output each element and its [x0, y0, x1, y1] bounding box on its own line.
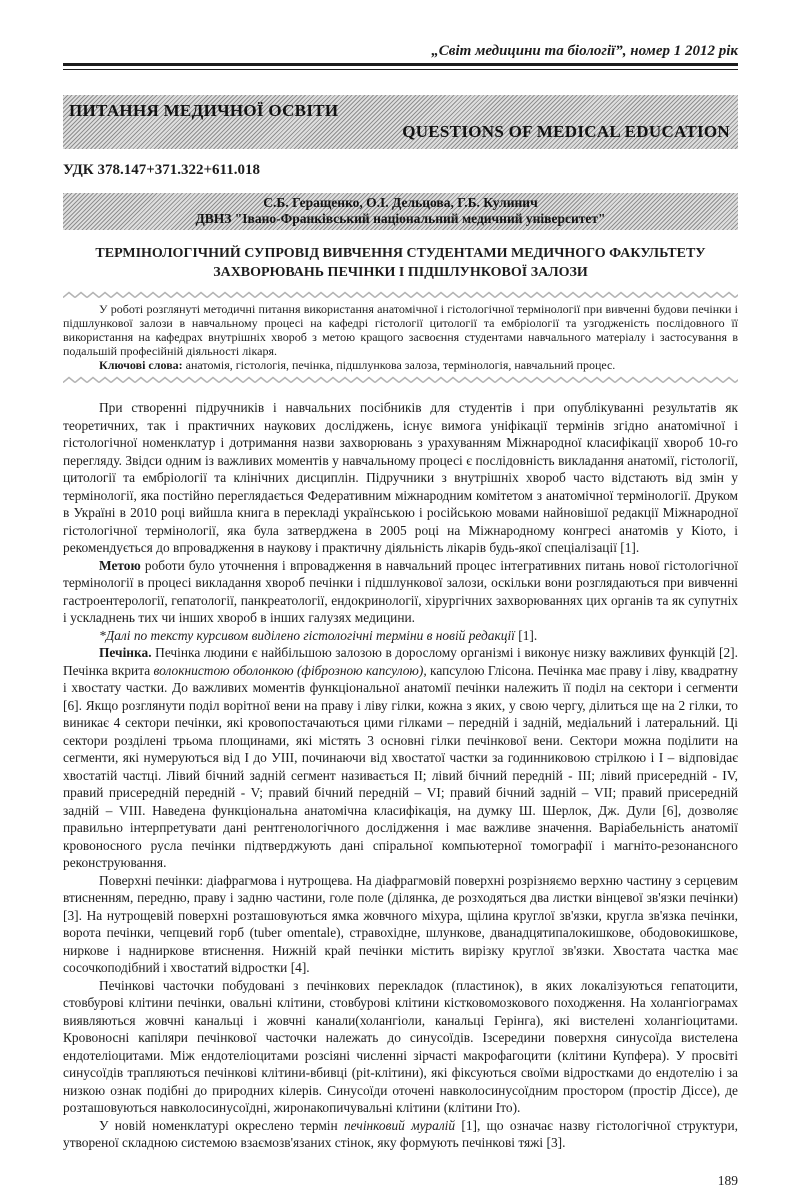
abstract-text: [63, 299, 738, 376]
section-title-ua: ПИТАННЯ МЕДИЧНОЇ ОСВІТИ: [69, 101, 339, 120]
paragraph: [63, 977, 738, 1117]
journal-running-head: „Світ медицини та біології”, номер 1 2012 рік: [431, 43, 738, 59]
authors-names: С.Б. Геращенко, О.І. Дельцова, Г.Б. Кулинич: [263, 195, 538, 210]
paragraph: [63, 302, 738, 358]
text-segment: У роботі розглянуті методичні питання використання анатомічної і гістологічної термінології при вивченні будови печінки і підшлункової залози в навчальному процесі на кафедрі гістології цитології та ембріології та узгодженість послідовного її використання на кафедрах внутрішніх хвороб з метою кращого засвоєння студентами навчального матеріалу і застосування в подальшій професійній діяльності лікаря.: [63, 302, 738, 358]
text-segment: печінковий муралій: [343, 1117, 456, 1133]
udk-code: УДК 378.147+371.322+611.018: [63, 162, 260, 178]
text-segment: Метою: [99, 557, 141, 573]
text-segment: волокнистою оболонкою (фіброзною капсулою),: [153, 662, 427, 678]
text-segment: [1], що означає назву гістологічної структури, утвореної складною системою взаємозв'язаних стінок, яку формують печінкові тяжі [3].: [63, 1117, 738, 1150]
paragraph: [63, 358, 738, 372]
text-segment: Печінкові часточки побудовані з печінкових перекладок (пластинок), в яких локалізуються гепатоцити, стовбурові клітини печінки, овальні клітини, стовбурові клітини кістковомозкового походження. На холангіограмах виявляються жовчні канальці і жовчні канали(холангіоли, канальці Герінга), які вистелені холангіоцитами. Кровоносні капіляри печінкової часточки належать до синусоїдів. Ізсередини поверхня синусоїда вистелена ендотеліоцитами. Між ендотеліоцитами розсіяні численні зірчасті макрофагоцити (клітини Купфера). У просвіті синусоїдів трапляються печінкові клітини-вбивці (pit-клітини), які фіксуються своїми відростками до ендотелію і за низкою ознак подібні до природних кілерів. Синусоїди оточені навколосинусоїдним простором (простір Діссе), де розташовуються навколосинусоїдні, жиронакопичувальні клітини (клітини Іто).: [63, 977, 738, 1115]
paragraph: [63, 627, 738, 645]
authors-box: [63, 193, 738, 230]
text-segment: капсулою Глісона. Печінка має праву і ліву, квадратну і хвостату частки. До важливих моментів функціональної анатомії печінки належить її поділ на сектори і сегменти [6]. Якщо розглянути поділ ворітної вени на праву і ліву гілки, кожна з яких, у свою чергу, ділиться ще на 2 гілки, то виникає 4 сектори печінки, які кровопостачаються цими гілками – передній і задній, медіальний і латеральний. Ці сектори розділені трьома площинами, які містять 3 основні гілки печінкової вени. Сектори можна поділити на сегменти, які нумеруються від І до УІІІ, починаючи від хвостатої частки за годинниковою стрілкою і І – відповідає хвостатій частці. Лівий бічний задній сегмент називається ІІ; лівий бічний передній - ІІІ; лівий присередній - ІV, правий присередній передній - V; правий бічний передній – VІ; правий бічний задній – VІІ; правий присередній задній – VІІІ. Наведена функціональна анатомічна класифікація, на думку Ш. Шерлок, Дж. Дули [6], дозволяє правильно інтерпретувати дані рентгенологічного дослідження і має важливе значення. Варіабельність анатомії кровоносного русла печінки підтверджують дані спіральної компьютерної томографії і магніто-резонансного реконструювання.: [63, 662, 738, 870]
text-segment: Печінка людини є найбільшою залозою в дорослому організмі і виконує низку важливих функцій [2]. Печінка вкрита: [63, 645, 738, 678]
page-number: 189: [717, 1172, 738, 1188]
text-segment: *Далі по тексту курсивом виділено гістологічні терміни в новій редакції: [99, 627, 519, 643]
article-body: [63, 399, 738, 1152]
text-segment: Поверхні печінки: діафрагмова і нутрощева. На діафрагмовій поверхні розрізняємо верхню частину з серцевим втисненням, передню, праву і задню частини, голе поле (ділянка, де розходяться два листки вінцевої зв'язки печінки) [3]. На нутрощевій поверхні розташовуються ямка жовчного міхура, щілина круглої зв'язки, кругла зв'язка печінки, ворота печінки, чепцевий горб (tuber omentale), стравохідне, шлункове, дванадцятипалокишкове, ободовокишкове, ниркове і надниркове втиснення. Нижній край печінки містить вирізку круглої зв'язки. Хвостата частка має сосочкоподібний і хвостатий відростки [4].: [63, 872, 738, 975]
text-segment: Печінка.: [99, 645, 152, 660]
paragraph: [63, 399, 738, 557]
header-rule: [63, 63, 738, 70]
paragraph: [63, 557, 738, 627]
authors-affiliation: ДВНЗ "Івано-Франківський національний медичний університет": [195, 211, 606, 226]
text-segment: анатомія, гістологія, печінка, підшлункова залоза, термінологія, навчальний процес.: [182, 358, 616, 372]
section-title-en: QUESTIONS OF MEDICAL EDUCATION: [402, 122, 730, 141]
text-segment: При створенні підручників і навчальних посібників для студентів і при опублікуванні результатів як теоретичних, так і практичних наукових досліджень, існує вимога уніфікації термінів згідно анатомічної і гістологічної номенклатур і дотримання назви захворювань з урахуванням Міжнародної класифікації хвороб 10-го перегляду. Звідси одним із важливих моментів у навчальному процесі є послідовність викладання анатомії, гістології, цитології та ембріології та клінічних дисциплін. Підручники з внутрішніх хвороб часто відстають від змін у термінології, яка постійно переглядається Федеративним міжнародним комітетом з анатомічної термінології. Друком в Україні в 2010 році вийшла книга в перекладі українською і російською мовами найновішої редакції Міжнародної гістологічної термінології, яка була затверджена в 2005 році на Міжнародному конгресі анатомів у Кіото, і рекомендується до впровадження в наукову і практичну діяльність лікарів будь-якої спеціалізації [1].: [63, 400, 738, 555]
text-segment: [1].: [518, 627, 538, 643]
abstract-block: [63, 291, 738, 384]
zigzag-border-bottom: [63, 376, 738, 384]
paragraph: [63, 644, 738, 872]
paragraph: [63, 872, 738, 977]
article-title: ТЕРМІНОЛОГІЧНИЙ СУПРОВІД ВИВЧЕННЯ СТУДЕНТАМИ МЕДИЧНОГО ФАКУЛЬТЕТУ ЗАХВОРЮВАНЬ ПЕЧІНКИ І ПІДШЛУНКОВОЇ ЗАЛОЗИ: [95, 246, 706, 280]
text-segment: У новій номенклатурі окреслено термін: [99, 1117, 344, 1133]
section-banner: [63, 95, 738, 149]
zigzag-border-top: [63, 291, 738, 299]
paragraph: [63, 1117, 738, 1152]
text-segment: Ключові слова:: [99, 358, 183, 372]
text-segment: роботи було уточнення і впровадження в навчальний процес інтегративних питань нової гістологічної термінології в процесі викладання хвороб печінки і підшлункової залози, оскільки вони розглядаються при вивченні гастроентерології, гепатології, панкреатології, ендокринології, хірургічних захворюваннях цих органів та як супутніх і ускладнень тих чи інших хвороб в інших галузях медицини.: [63, 557, 738, 625]
